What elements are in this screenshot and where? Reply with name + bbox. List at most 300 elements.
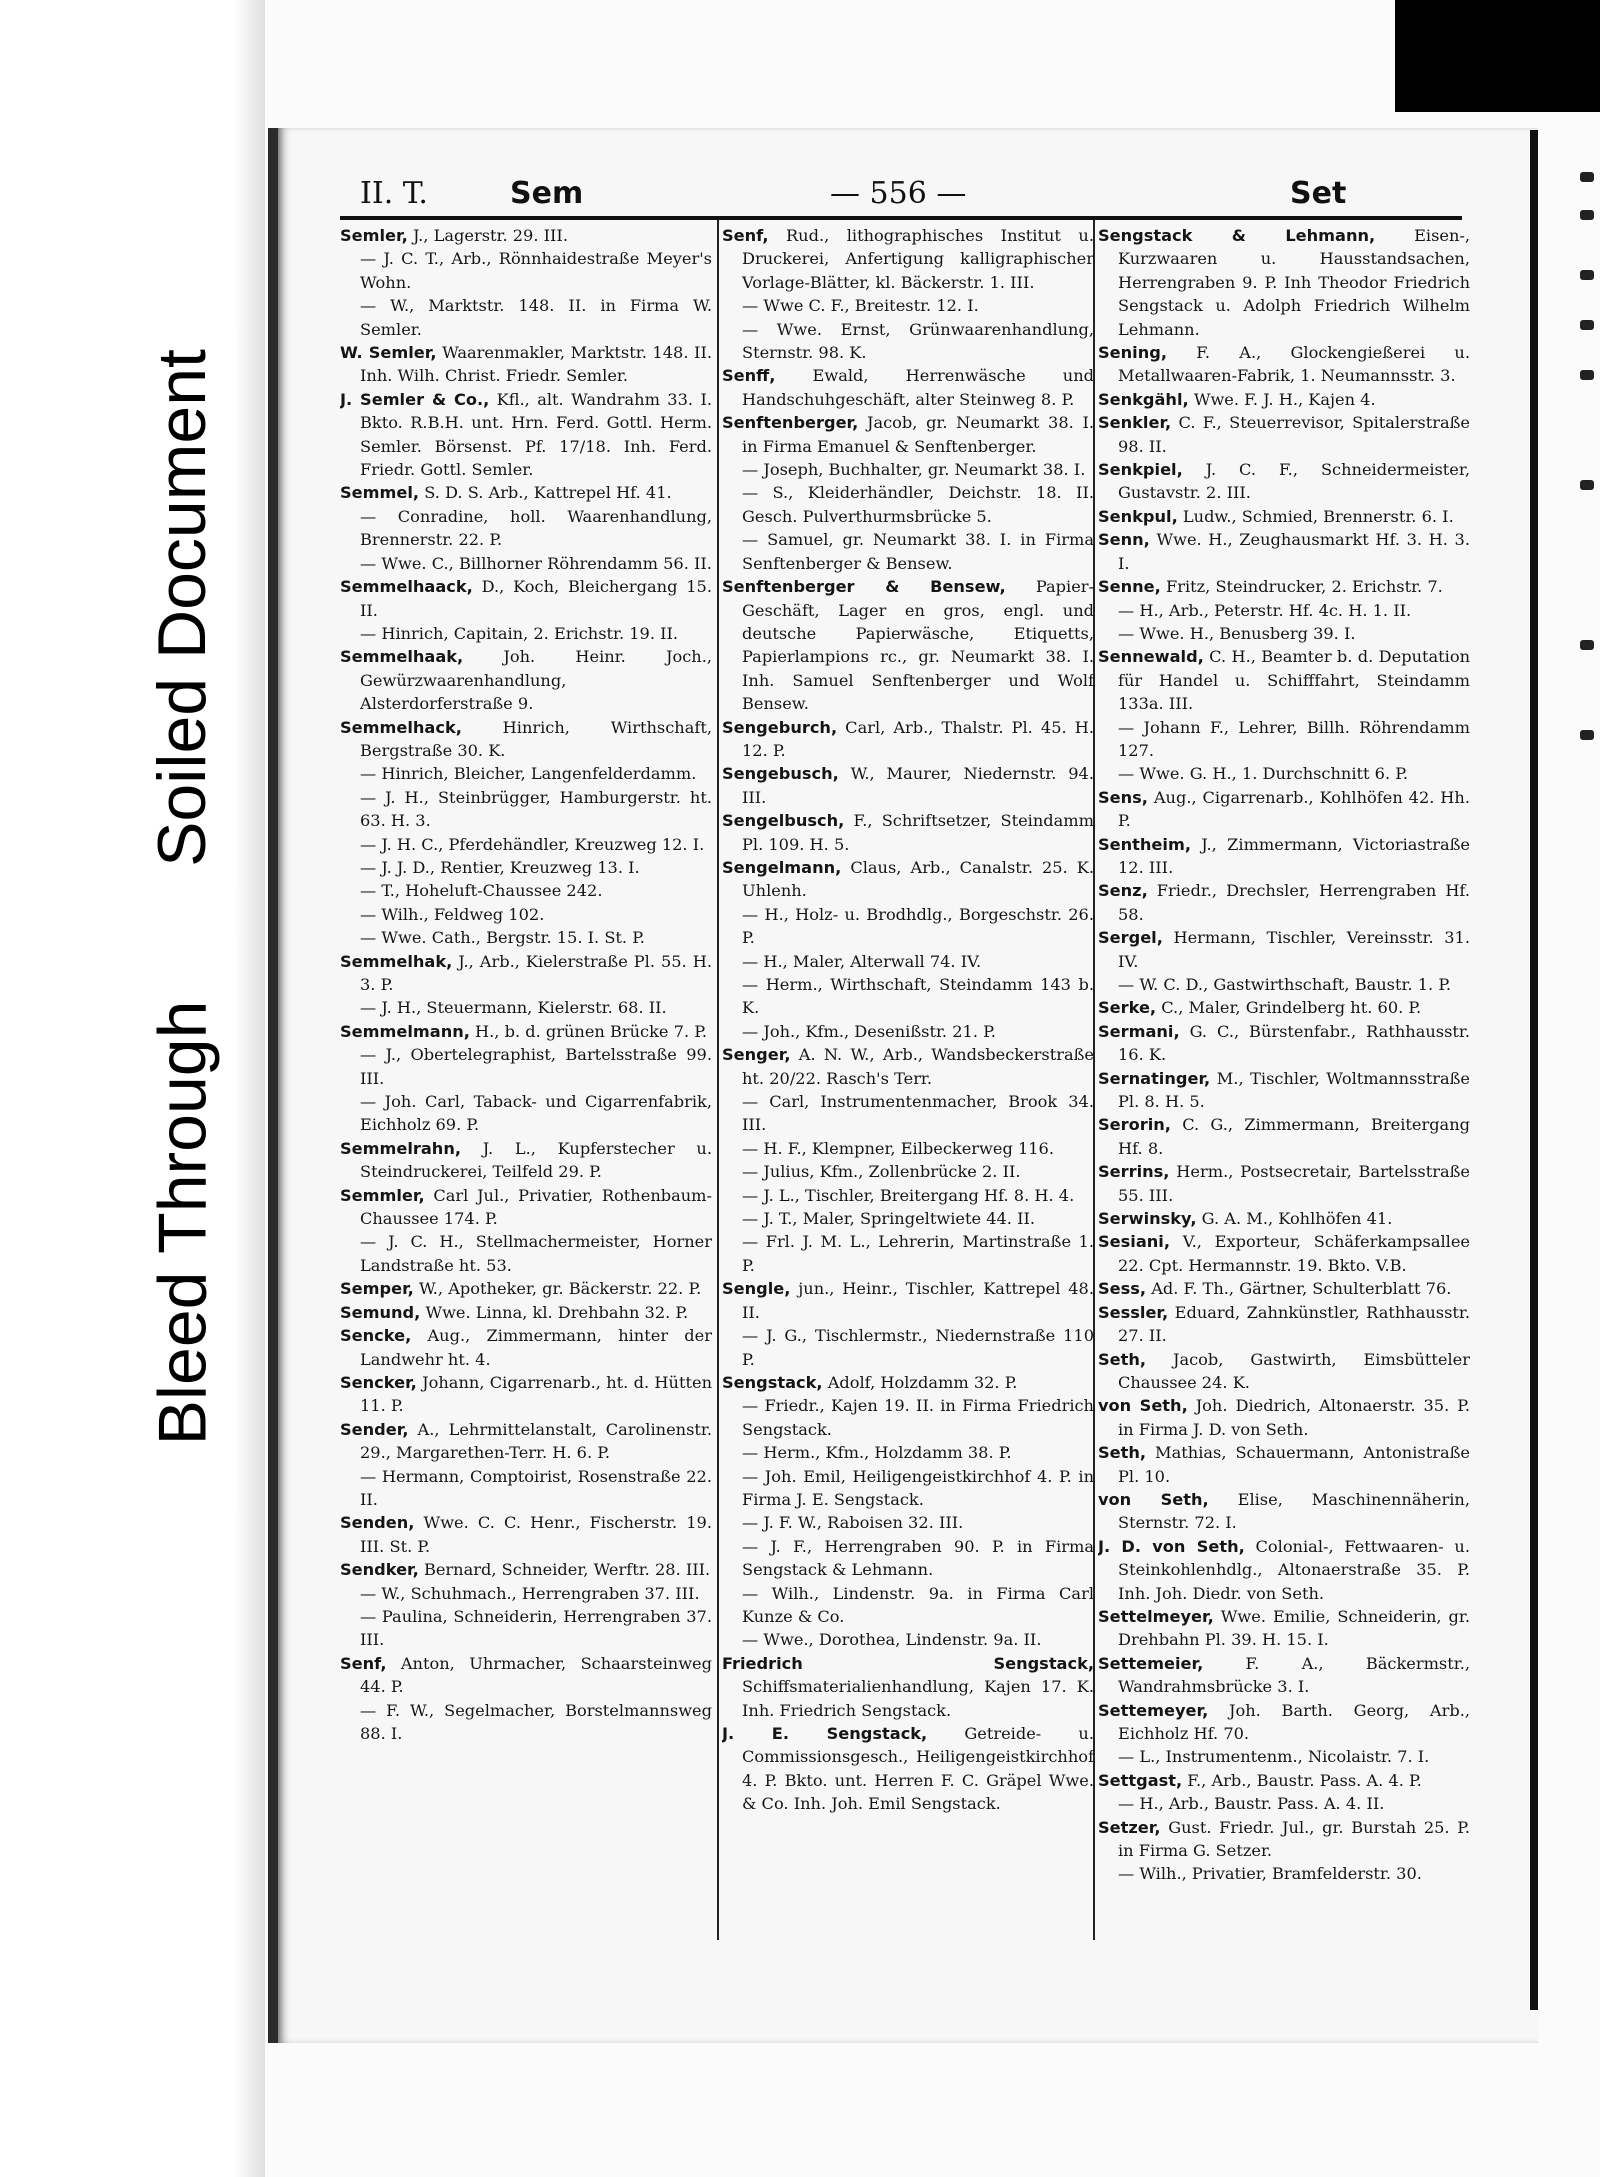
directory-entry (340, 645, 712, 715)
entry-name: Serwinsky, (1098, 1209, 1197, 1229)
directory-entry (340, 856, 712, 879)
entry-text: jun., Heinr., Tischler, Kattrepel 48. II. (742, 1279, 1094, 1322)
entry-text: W., Apotheker, gr. Bäckerstr. 22. P. (413, 1279, 702, 1299)
directory-entry (1098, 762, 1470, 785)
entry-text: Joh. Heinr. Joch., Gewürzwaarenhandlung, Alsterdorferstraße 9. (360, 647, 712, 714)
entry-text: Carl, Arb., Thalstr. Pl. 45. H. 12. P. (742, 717, 1094, 760)
directory-entry (340, 1652, 712, 1699)
entry-name: Sengelbusch, (722, 811, 845, 831)
directory-entry (340, 575, 712, 622)
directory-entry (340, 341, 712, 388)
entry-name: Senz, (1098, 881, 1148, 901)
directory-entry (722, 762, 1094, 809)
directory-entry (1098, 786, 1470, 833)
entry-text: — J. H., Steinbrügger, Hamburgerstr. ht. 63. H. 3. (360, 787, 712, 831)
entry-text: Rud., lithographisches Institut u. Druckerei, Anfertigung kalligraphischer Vorlage-Blätter, kl. Bäckerstr. 1. III. (742, 226, 1094, 292)
entry-name: Senden, (340, 1513, 415, 1533)
entry-text: — W., Marktstr. 148. II. in Firma W. Semler. (360, 296, 712, 339)
entry-text: H., b. d. grünen Brücke 7. P. (469, 1021, 708, 1041)
directory-entry (722, 1441, 1094, 1464)
directory-entry (722, 224, 1094, 294)
directory-entry (722, 1277, 1094, 1324)
entry-name: Sengeburch, (722, 717, 838, 737)
entry-name: Sender, (340, 1419, 409, 1439)
directory-entry (722, 973, 1094, 1020)
entry-text: — Wwe. H., Benusberg 39. I. (1118, 623, 1356, 643)
entry-text: J. C. F., Schneidermeister, Gustavstr. 2. III. (1118, 460, 1470, 503)
entry-text: J., Zimmermann, Victoriastraße 12. III. (1118, 834, 1470, 877)
entry-text: — Wwe. C., Billhorner Röhrendamm 56. II. (360, 553, 712, 573)
directory-entry (1098, 1745, 1470, 1768)
entry-name: Senger, (722, 1045, 791, 1065)
page-edge (1530, 130, 1538, 2010)
directory-entry (1098, 1207, 1470, 1230)
entry-name: Semper, (340, 1279, 414, 1299)
directory-entry (1098, 224, 1470, 341)
entry-text: — J. F. W., Raboisen 32. III. (742, 1513, 964, 1533)
entry-text: Joh. Diedrich, Altonaerstr. 35. P. in Firma J. D. von Seth. (1118, 1396, 1470, 1439)
directory-entry (340, 786, 712, 833)
entry-text: — J., Obertelegraphist, Bartelsstraße 99. III. (360, 1045, 712, 1088)
entry-text: G. C., Bürstenfabr., Rathhausstr. 16. K. (1118, 1021, 1470, 1065)
entry-text: Papier-Geschäft, Lager en gros, engl. und deutsche Papierwäsche, Etiquetts, Papierlampions rc., gr. Neumarkt 38. I. Inh. Samuel Senftenberger und Wolf Bensew. (742, 577, 1094, 714)
entry-name: Senkpul, (1098, 506, 1178, 526)
directory-entry (1098, 879, 1470, 926)
entry-text: — Samuel, gr. Neumarkt 38. I. in Firma Senftenberger & Bensew. (742, 530, 1094, 573)
entry-text: S. D. S. Arb., Kattrepel Hf. 41. (419, 483, 672, 503)
directory-column-2 (722, 224, 1094, 1944)
directory-entry (340, 1277, 712, 1300)
entry-name: Semmler, (340, 1185, 425, 1205)
directory-entry (1098, 1792, 1470, 1815)
directory-entry (1098, 1652, 1470, 1699)
entry-name: Sencker, (340, 1372, 417, 1392)
directory-entry (340, 388, 712, 482)
directory-entry (1098, 1769, 1470, 1792)
dark-corner (1395, 0, 1600, 112)
entry-name: J. D. von Seth, (1098, 1536, 1245, 1556)
entry-text: — Wwe. G. H., 1. Durchschnitt 6. P. (1118, 764, 1409, 784)
entry-text: — Joh. Emil, Heiligengeistkirchhof 4. P. in Firma J. E. Sengstack. (742, 1466, 1094, 1509)
entry-name: Seth, (1098, 1443, 1147, 1463)
directory-entry (340, 1511, 712, 1558)
directory-entry (722, 364, 1094, 411)
entry-text: Wwe. Emilie, Schneiderin, gr. Drehbahn Pl. 39. H. 15. I. (1118, 1606, 1470, 1650)
directory-entry (722, 1628, 1094, 1651)
entry-text: Wwe. Linna, kl. Drehbahn 32. P. (420, 1302, 689, 1322)
directory-entry (1098, 1605, 1470, 1652)
entry-text: Getreide- u. Commissionsgesch., Heiligengeistkirchhof 4. P. Bkto. unt. Herren F. C. Gräpel Wwe. & Co. Inh. Joh. Emil Sengstack. (742, 1724, 1094, 1814)
entry-text: Johann, Cigarrenarb., ht. d. Hütten 11. P. (360, 1372, 712, 1416)
directory-entry (1098, 1020, 1470, 1067)
directory-entry (1098, 1277, 1470, 1300)
directory-entry (340, 1371, 712, 1418)
directory-entry (1098, 411, 1470, 458)
part-label: II. T. (360, 176, 428, 211)
directory-entry (1098, 1160, 1470, 1207)
entry-name: Semmelhack, (340, 717, 462, 737)
entry-text: F. A., Bäckermstr., Wandrahmsbrücke 3. I. (1118, 1653, 1470, 1697)
entry-name: Senkgähl, (1098, 389, 1189, 409)
entry-text: Joh. Barth. Georg, Arb., Eichholz Hf. 70. (1118, 1700, 1470, 1743)
directory-entry (722, 856, 1094, 903)
entry-text: Eisen-, Kurzwaaren u. Hausstandsachen, Herrengraben 9. P. Inh Theodor Friedrich Sengstack u. Adolph Friedrich Wilhelm Lehmann. (1118, 226, 1470, 339)
entry-name: Senne, (1098, 577, 1161, 597)
entry-text: — Wilh., Privatier, Bramfelderstr. 30. (1118, 1864, 1422, 1884)
bleed-through-marks (1560, 150, 1600, 2010)
entry-name: Settemeier, (1098, 1653, 1204, 1673)
entry-text: F., Schriftsetzer, Steindamm Pl. 109. H. 5. (742, 811, 1094, 854)
directory-entry (340, 1418, 712, 1465)
entry-name: Sengebusch, (722, 764, 839, 784)
entry-text: Hermann, Tischler, Vereinsstr. 31. IV. (1118, 928, 1470, 971)
directory-entry (722, 1043, 1094, 1090)
entry-text: C. H., Beamter b. d. Deputation für Handel u. Schifffahrt, Steindamm 133a. III. (1118, 647, 1470, 714)
directory-entry (340, 1605, 712, 1652)
directory-entry (722, 1137, 1094, 1160)
directory-entry (722, 1160, 1094, 1183)
directory-entry (1098, 388, 1470, 411)
directory-entry (722, 318, 1094, 365)
entry-text: Jacob, Gastwirth, Eimsbütteler Chaussee 24. K. (1118, 1349, 1470, 1392)
entry-text: Anton, Uhrmacher, Schaarsteinweg 44. P. (360, 1653, 712, 1697)
entry-text: Carl Jul., Privatier, Rothenbaum-Chaussee 174. P. (360, 1185, 712, 1229)
directory-entry (1098, 505, 1470, 528)
directory-entry (340, 1582, 712, 1605)
directory-entry (722, 1535, 1094, 1582)
entry-text: — Carl, Instrumentenmacher, Brook 34. III. (742, 1092, 1094, 1135)
entry-text: Wwe. C. C. Henr., Fischerstr. 19. III. St. P. (360, 1513, 712, 1556)
entry-name: Sengelmann, (722, 857, 842, 877)
entry-text: Wwe. F. J. H., Kajen 4. (1188, 389, 1376, 409)
entry-text: Colonial-, Fettwaaren- u. Steinkohlenhdlg., Altonaerstraße 35. P. Inh. Joh. Diedr. von Seth. (1118, 1536, 1470, 1603)
directory-entry (340, 481, 712, 504)
directory-entry (1098, 833, 1470, 880)
directory-entry (340, 1324, 712, 1371)
entry-text: C. F., Steuerrevisor, Spitalerstraße 98. II. (1118, 413, 1470, 456)
entry-name: Serrins, (1098, 1162, 1170, 1182)
entry-text: Bernard, Schneider, Werftr. 28. III. (418, 1560, 711, 1580)
bleed-through-label: Bleed Through (144, 1000, 221, 1445)
directory-entry (1098, 1488, 1470, 1535)
entry-name: Sessler, (1098, 1302, 1169, 1322)
entry-text: M., Tischler, Woltmannsstraße Pl. 8. H. 5. (1118, 1068, 1470, 1112)
entry-name: Sens, (1098, 787, 1148, 807)
entry-name: Settgast, (1098, 1770, 1183, 1790)
directory-entry (722, 1020, 1094, 1043)
entry-name: Settemeyer, (1098, 1700, 1209, 1720)
directory-entry (1098, 575, 1470, 598)
entry-text: — Hinrich, Capitain, 2. Erichstr. 19. II. (360, 623, 679, 643)
entry-text: — J. L., Tischler, Breitergang Hf. 8. H. 4. (742, 1185, 1075, 1205)
directory-entry (340, 1020, 712, 1043)
directory-column-3 (1098, 224, 1470, 1944)
directory-entry (722, 1090, 1094, 1137)
entry-text: — H. F., Klempner, Eilbeckerweg 116. (742, 1138, 1054, 1158)
column-divider (717, 220, 719, 1940)
entry-text: Fritz, Steindrucker, 2. Erichstr. 7. (1160, 577, 1443, 597)
entry-name: Setzer, (1098, 1817, 1161, 1837)
entry-text: — Hermann, Comptoirist, Rosenstraße 22. II. (360, 1466, 712, 1509)
directory-entry (1098, 1067, 1470, 1114)
directory-entry (340, 1465, 712, 1512)
entry-text: — W., Schuhmach., Herrengraben 37. III. (360, 1583, 700, 1603)
directory-entry (722, 294, 1094, 317)
entry-text: Aug., Zimmermann, hinter der Landwehr ht. 4. (360, 1326, 712, 1369)
entry-name: Sengle, (722, 1279, 791, 1299)
entry-text: Aug., Cigarrenarb., Kohlhöfen 42. Hh. P. (1118, 787, 1470, 831)
entry-text: — J. C. H., Stellmachermeister, Horner Landstraße ht. 53. (360, 1232, 712, 1275)
entry-text: Eduard, Zahnkünstler, Rathhausstr. 27. II. (1118, 1302, 1470, 1346)
directory-entry (1098, 926, 1470, 973)
entry-name: Sesiani, (1098, 1232, 1170, 1252)
entry-text: — Friedr., Kajen 19. II. in Firma Friedrich Sengstack. (742, 1396, 1094, 1439)
entry-text: Wwe. H., Zeughausmarkt Hf. 3. H. 3. I. (1118, 530, 1470, 573)
directory-entry (722, 1582, 1094, 1629)
entry-name: Senff, (722, 366, 776, 386)
directory-entry (722, 1652, 1094, 1722)
entry-text: — Wwe. Cath., Bergstr. 15. I. St. P. (360, 928, 645, 948)
entry-name: Sencke, (340, 1326, 412, 1346)
directory-entry (340, 996, 712, 1019)
directory-column-1 (340, 224, 712, 1944)
directory-entry (340, 716, 712, 763)
entry-text: — F. W., Segelmacher, Borstelmannsweg 88. I. (360, 1700, 712, 1743)
entry-name: Sernatinger, (1098, 1068, 1211, 1088)
entry-text: — J. C. T., Arb., Rönnhaidestraße Meyer's Wohn. (360, 249, 712, 292)
directory-entry (1098, 716, 1470, 763)
entry-name: W. Semler, (340, 343, 437, 363)
entry-text: — Wilh., Lindenstr. 9a. in Firma Carl Kunze & Co. (742, 1583, 1094, 1626)
directory-entry (1098, 973, 1470, 996)
directory-entry (722, 458, 1094, 481)
entry-name: Sentheim, (1098, 834, 1191, 854)
page-number: — 556 — (830, 176, 967, 211)
entry-name: Semler, (340, 226, 408, 245)
entry-text: Jacob, gr. Neumarkt 38. I. in Firma Emanuel & Senftenberger. (742, 413, 1094, 456)
entry-text: Herm., Postsecretair, Bartelsstraße 55. III. (1118, 1162, 1470, 1205)
directory-entry (722, 1722, 1094, 1816)
directory-entry (340, 1090, 712, 1137)
entry-text: — Wilh., Feldweg 102. (360, 904, 545, 924)
directory-entry (340, 294, 712, 341)
entry-text: Mathias, Schauermann, Antonistraße Pl. 10. (1118, 1443, 1470, 1486)
directory-entry (1098, 1862, 1470, 1885)
entry-text: F., Arb., Baustr. Pass. A. 4. P. (1182, 1770, 1422, 1790)
directory-entry (722, 1465, 1094, 1512)
entry-text: Ludw., Schmied, Brennerstr. 6. I. (1177, 506, 1454, 526)
entry-name: Sening, (1098, 343, 1167, 363)
directory-entry (722, 809, 1094, 856)
entry-text: — W. C. D., Gastwirthschaft, Baustr. 1. P. (1118, 975, 1452, 994)
entry-text: — H., Arb., Peterstr. Hf. 4c. H. 1. II. (1118, 600, 1412, 620)
directory-entry (340, 1043, 712, 1090)
entry-name: Semmel, (340, 483, 420, 503)
entry-text: — Wwe C. F., Breitestr. 12. I. (742, 296, 979, 316)
directory-entry (340, 833, 712, 856)
directory-entry (1098, 1230, 1470, 1277)
directory-entry (1098, 1394, 1470, 1441)
directory-entry (1098, 622, 1470, 645)
entry-text: — J. H. C., Pferdehändler, Kreuzweg 12. I. (360, 834, 705, 854)
directory-entry (722, 716, 1094, 763)
bleed-through-stamp (128, 935, 236, 1510)
directory-entry (340, 224, 712, 247)
directory-entry (722, 1207, 1094, 1230)
left-catchword: Sem (510, 176, 584, 211)
entry-text: Ad. F. Th., Gärtner, Schulterblatt 76. (1146, 1279, 1452, 1299)
entry-text: F. A., Glockengießerei u. Metallwaaren-Fabrik, 1. Neumannsstr. 3. (1118, 343, 1470, 386)
entry-text: — Joh., Kfm., Desenißstr. 21. P. (742, 1021, 996, 1041)
directory-entry (1098, 1535, 1470, 1605)
entry-name: Senf, (340, 1653, 387, 1673)
entry-name: Semmelhak, (340, 951, 453, 971)
entry-text: — Paulina, Schneiderin, Herrengraben 37. III. (360, 1606, 712, 1650)
directory-entry (340, 1301, 712, 1324)
directory-entry (340, 950, 712, 997)
directory-entry (722, 1184, 1094, 1207)
entry-text: Friedr., Drechsler, Herrengraben Hf. 58. (1118, 881, 1470, 924)
entry-text: — L., Instrumentenm., Nicolaistr. 7. I. (1118, 1747, 1430, 1767)
entry-text: J. L., Kupferstecher u. Steindruckerei, Teilfeld 29. P. (360, 1138, 712, 1182)
directory-entry (722, 481, 1094, 528)
entry-text: — Wwe. Ernst, Grünwaarenhandlung, Sternstr. 98. K. (742, 319, 1094, 363)
directory-entry (1098, 341, 1470, 388)
directory-entry (722, 528, 1094, 575)
soiled-document-label: Soiled Document (144, 349, 220, 867)
entry-name: Sengstack, (722, 1372, 823, 1392)
entry-text: — Hinrich, Bleicher, Langenfelderdamm. (360, 764, 697, 784)
entry-text: — J. G., Tischlermstr., Niedernstraße 110 P. (742, 1326, 1094, 1369)
entry-text: Hinrich, Wirthschaft, Bergstraße 30. K. (360, 717, 712, 760)
entry-text: V., Exporteur, Schäferkampsallee 22. Cpt. Hermannstr. 19. Bkto. V.B. (1118, 1232, 1470, 1275)
directory-entry (1098, 1441, 1470, 1488)
entry-name: Senkler, (1098, 413, 1172, 433)
directory-entry (1098, 599, 1470, 622)
entry-text: Waarenmakler, Marktstr. 148. II. Inh. Wilh. Christ. Friedr. Semler. (360, 343, 712, 386)
entry-name: Seth, (1098, 1349, 1147, 1369)
entry-text: D., Koch, Bleichergang 15. II. (360, 577, 712, 620)
directory-entry (340, 762, 712, 785)
entry-name: Semmelhaack, (340, 577, 473, 597)
directory-entry (722, 903, 1094, 950)
directory-entry (1098, 1348, 1470, 1395)
directory-entry (340, 926, 712, 949)
right-catchword: Set (1290, 176, 1347, 211)
entry-text: A. N. W., Arb., Wandsbeckerstraße ht. 20/22. Rasch's Terr. (742, 1045, 1094, 1088)
entry-text: — Joh. Carl, Taback- und Cigarrenfabrik, Eichholz 69. P. (360, 1092, 712, 1135)
entry-text: C. G., Zimmermann, Breitergang Hf. 8. (1118, 1115, 1470, 1158)
entry-name: Semmelmann, (340, 1021, 470, 1041)
entry-text: — H., Arb., Baustr. Pass. A. 4. II. (1118, 1794, 1385, 1814)
directory-entry (722, 1324, 1094, 1371)
entry-name: Sengstack & Lehmann, (1098, 226, 1376, 245)
entry-name: Senftenberger, (722, 413, 859, 433)
directory-entry (1098, 1301, 1470, 1348)
entry-text: Ewald, Herrenwäsche und Handschuhgeschäft, alter Steinweg 8. P. (742, 366, 1094, 409)
entry-name: Serorin, (1098, 1115, 1171, 1135)
entry-text: Elise, Maschinennäherin, Sternstr. 72. I. (1118, 1489, 1470, 1533)
directory-entry (722, 1394, 1094, 1441)
entry-name: Sennewald, (1098, 647, 1204, 667)
entry-name: von Seth, (1098, 1396, 1188, 1416)
directory-entry (722, 1511, 1094, 1534)
entry-name: J. Semler & Co., (340, 389, 490, 409)
directory-entry (340, 505, 712, 552)
entry-text: — T., Hoheluft-Chaussee 242. (360, 881, 603, 901)
entry-text: — Herm., Kfm., Holzdamm 38. P. (742, 1443, 1012, 1463)
entry-text: — H., Holz- u. Brodhdlg., Borgeschstr. 26. P. (742, 904, 1094, 948)
directory-entry (340, 879, 712, 902)
entry-name: Semmelrahn, (340, 1138, 462, 1158)
entry-text: Schiffsmaterialienhandlung, Kajen 17. K. Inh. Friedrich Sengstack. (742, 1677, 1094, 1720)
directory-entry (340, 1699, 712, 1746)
entry-name: Senn, (1098, 530, 1150, 550)
entry-text: C., Maler, Grindelberg ht. 60. P. (1156, 998, 1422, 1018)
entry-text: Kfl., alt. Wandrahm 33. I. Bkto. R.B.H. unt. Hrn. Ferd. Gottl. Herm. Semler. Börsenst. Pf. 17/18. Inh. Ferd. Friedr. Gottl. Semler. (360, 389, 712, 480)
directory-entry (1098, 1699, 1470, 1746)
entry-text: — Wwe., Dorothea, Lindenstr. 9a. II. (742, 1630, 1042, 1650)
entry-text: — Joseph, Buchhalter, gr. Neumarkt 38. I. (742, 460, 1086, 480)
entry-name: Sess, (1098, 1279, 1147, 1299)
directory-entry (340, 1137, 712, 1184)
entry-text: A., Lehrmittelanstalt, Carolinenstr. 29., Margarethen-Terr. H. 6. P. (360, 1419, 712, 1463)
entry-name: Semmelhaak, (340, 647, 464, 667)
entry-text: — J. T., Maler, Springeltwiete 44. II. (742, 1209, 1036, 1229)
directory-entry (722, 950, 1094, 973)
directory-entry (722, 411, 1094, 458)
entry-text: — S., Kleiderhändler, Deichstr. 18. II. Gesch. Pulverthurmsbrücke 5. (742, 483, 1094, 526)
entry-text: G. A. M., Kohlhöfen 41. (1196, 1209, 1393, 1229)
entry-text: J., Arb., Kielerstraße Pl. 55. H. 3. P. (360, 951, 712, 994)
entry-name: Sermani, (1098, 1021, 1180, 1041)
directory-entry (1098, 645, 1470, 715)
entry-text: J., Lagerstr. 29. III. (407, 226, 568, 245)
entry-name: Semund, (340, 1302, 421, 1322)
entry-text: Claus, Arb., Canalstr. 25. K. Uhlenh. (742, 857, 1094, 901)
entry-text: Gust. Friedr. Jul., gr. Burstah 25. P. in Firma G. Setzer. (1118, 1817, 1470, 1861)
entry-name: Serke, (1098, 998, 1157, 1018)
entry-name: Sendker, (340, 1560, 419, 1580)
entry-name: Senkpiel, (1098, 460, 1183, 480)
directory-entry (340, 903, 712, 926)
entry-text: — Frl. J. M. L., Lehrerin, Martinstraße 1. P. (742, 1232, 1094, 1275)
directory-entry (1098, 1816, 1470, 1863)
directory-entry (1098, 528, 1470, 575)
entry-name: Settelmeyer, (1098, 1606, 1214, 1626)
directory-entry (340, 622, 712, 645)
entry-name: Friedrich Sengstack, (722, 1653, 1094, 1673)
directory-entry (1098, 1113, 1470, 1160)
entry-name: Senftenberger & Bensew, (722, 577, 1006, 597)
directory-entry (340, 1230, 712, 1277)
entry-name: Senf, (722, 226, 769, 245)
entry-text: — H., Maler, Alterwall 74. IV. (742, 951, 982, 971)
directory-entry (1098, 458, 1470, 505)
directory-entry (722, 575, 1094, 715)
entry-text: W., Maurer, Niedernstr. 94. III. (742, 764, 1094, 807)
header-rule (340, 216, 1462, 220)
entry-name: J. E. Sengstack, (722, 1724, 928, 1743)
directory-entry (340, 1558, 712, 1581)
entry-text: — J. F., Herrengraben 90. P. in Firma Sengstack & Lehmann. (742, 1536, 1094, 1580)
soiled-document-stamp (128, 328, 236, 888)
directory-entry (340, 1184, 712, 1231)
directory-entry (722, 1371, 1094, 1394)
entry-text: Adolf, Holzdamm 32. P. (822, 1372, 1018, 1392)
directory-entry (1098, 996, 1470, 1019)
entry-text: — J. J. D., Rentier, Kreuzweg 13. I. (360, 857, 640, 877)
